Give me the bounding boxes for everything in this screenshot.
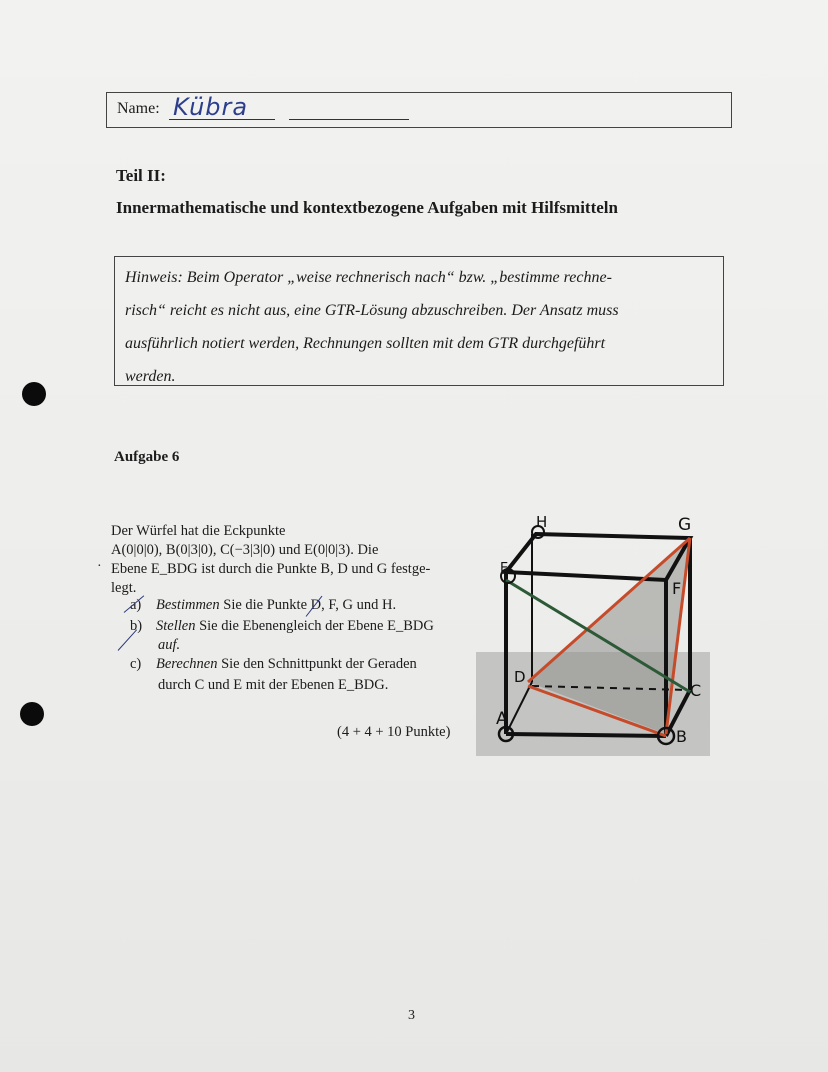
subtask-c	[130, 655, 417, 674]
task-heading: Aufgabe 6	[114, 449, 180, 465]
subtask-operator: Bestimmen	[156, 597, 220, 613]
section-title: Teil II:	[116, 166, 166, 185]
subtask-marker: c)	[130, 656, 142, 672]
subtask-text: Sie den Schnittpunkt der Geraden	[217, 656, 417, 672]
subtask-b-continuation: auf.	[158, 637, 181, 653]
vertex-label-h: H	[536, 513, 548, 531]
subtask-text: Sie die Ebenengleich der Ebene E_BDG	[195, 618, 434, 634]
hint-box	[114, 256, 724, 386]
vertex-label-c: C	[690, 681, 702, 700]
name-underline-extra	[289, 119, 409, 120]
handwritten-checkmark	[118, 629, 137, 650]
name-handwritten-value: Kübra	[173, 93, 249, 121]
name-label: Name:	[117, 100, 160, 117]
hint-line: risch“ reicht es nicht aus, eine GTR-Lösung abzuschreiben. Der Ansatz muss	[125, 302, 619, 319]
task-intro	[111, 522, 461, 598]
cube-figure	[476, 510, 716, 758]
task-intro-line: legt.	[111, 580, 137, 596]
subtask-operator: Stellen	[156, 618, 196, 634]
task-intro-line: Der Würfel hat die Eckpunkte	[111, 523, 286, 539]
name-underline	[169, 119, 275, 120]
section-subtitle: Innermathematische und kontextbezogene Aufgaben mit Hilfsmitteln	[116, 198, 618, 217]
hint-line: werden.	[125, 368, 176, 385]
vertex-label-e: E	[500, 561, 509, 576]
subtask-text: Sie die Punkte D, F, G und H.	[219, 597, 397, 613]
subtask-a	[130, 596, 396, 615]
subtask-marker: a)	[130, 597, 142, 613]
vertex-label-f: F	[672, 579, 682, 598]
hint-line: ausführlich notiert werden, Rechnungen sollten mit dem GTR durchgeführt	[125, 335, 606, 352]
punch-hole	[20, 702, 44, 726]
task-intro-line: A(0|0|0), B(0|3|0), C(−3|3|0) und E(0|0|3). Die	[111, 542, 379, 558]
punch-hole	[22, 382, 46, 406]
subtask-c-continuation: durch C und E mit der Ebenen E_BDG.	[158, 677, 389, 693]
subtask-b	[130, 617, 434, 636]
name-box	[106, 92, 732, 128]
subtask-operator: Berechnen	[156, 656, 218, 672]
subtask-marker: b)	[130, 618, 143, 634]
cube-edge-ab	[506, 734, 666, 736]
vertex-label-g: G	[678, 515, 692, 535]
vertex-label-a: A	[496, 709, 508, 729]
vertex-label-b: B	[676, 727, 687, 746]
points-note: (4 + 4 + 10 Punkte)	[337, 724, 451, 740]
page-number: 3	[408, 1008, 415, 1023]
vertex-label-d: D	[514, 668, 526, 686]
hint-line: Hinweis: Beim Operator „weise rechnerisch nach“ bzw. „bestimme rechne-	[125, 269, 612, 286]
task-intro-line: Ebene E_BDG ist durch die Punkte B, D und G festge-	[111, 561, 431, 577]
margin-dot: ·	[97, 559, 102, 574]
